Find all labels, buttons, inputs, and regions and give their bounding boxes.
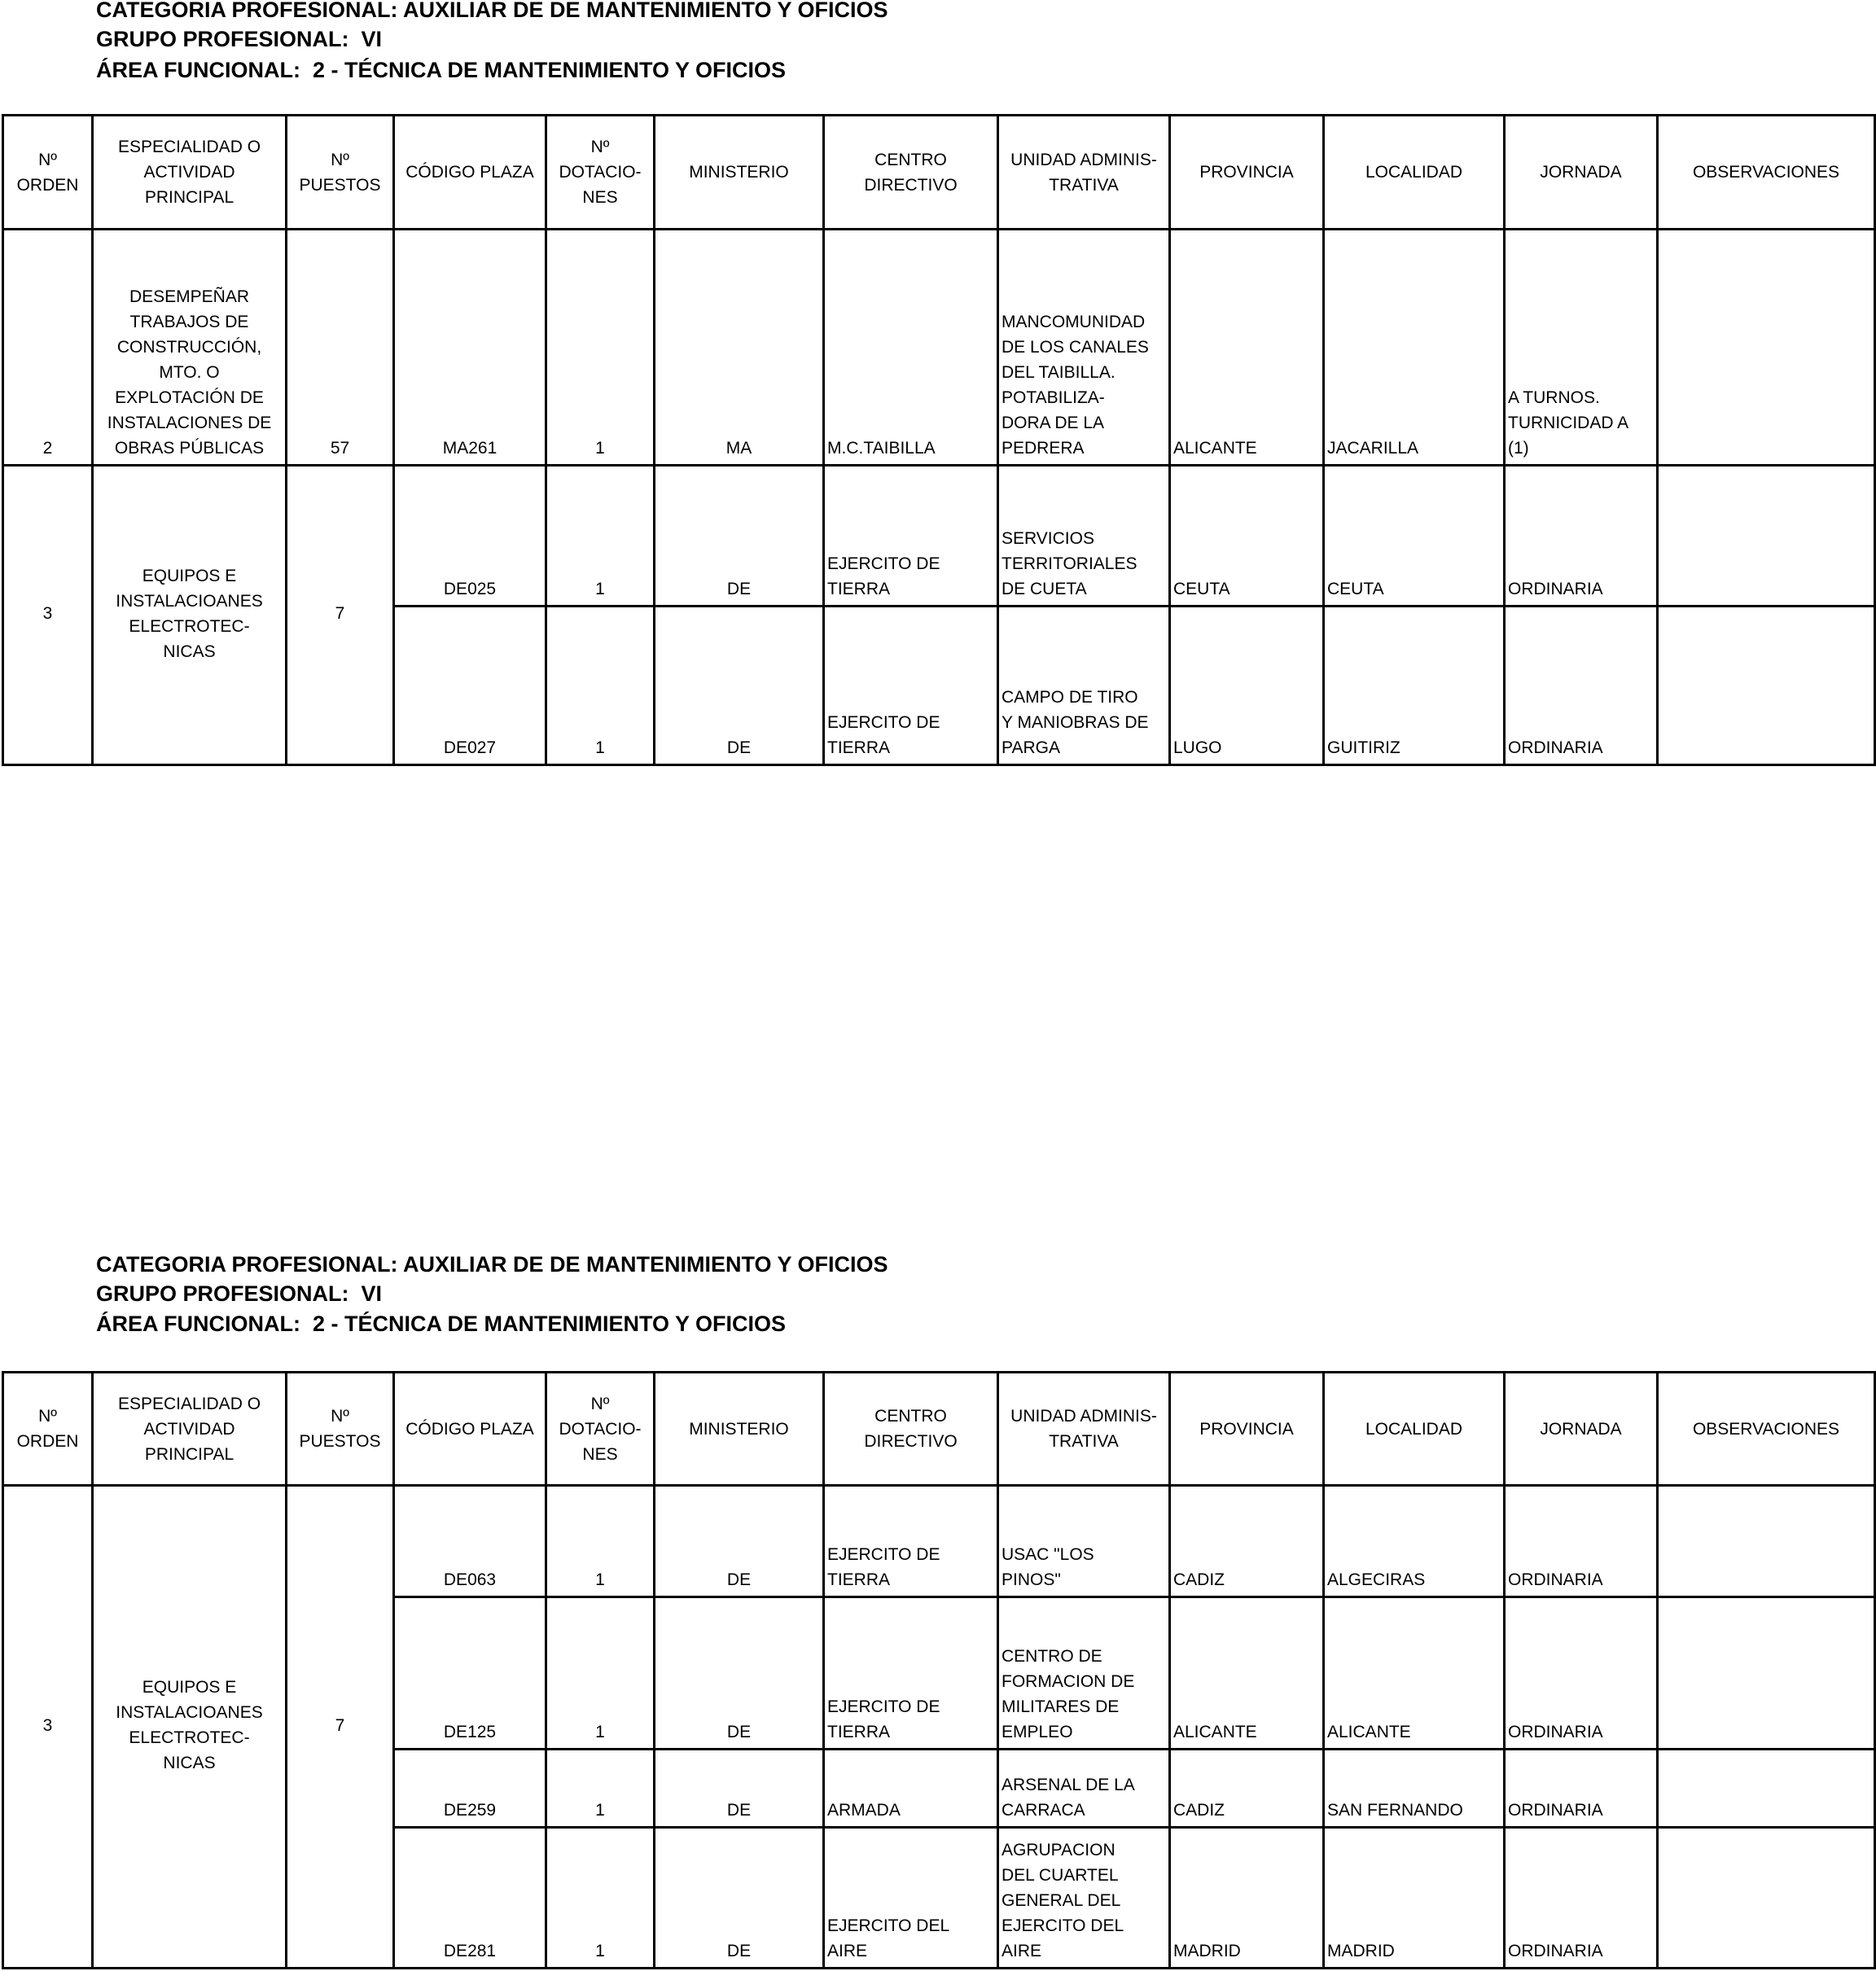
- table-row: [3, 230, 1875, 466]
- orden-cell: 3: [3, 466, 93, 765]
- plaza-codigo: DE125: [394, 1597, 546, 1750]
- plaza-unidad-administrativa: MANCOMUNIDAD DE LOS CANALES DEL TAIBILLA. POTABILIZA- DORA DE LA PEDRERA: [998, 230, 1170, 466]
- plaza-jornada: ORDINARIA: [1505, 466, 1658, 607]
- column-header: MINISTERIO: [655, 116, 824, 230]
- plaza-ministerio: DE: [655, 1828, 824, 1969]
- plaza-localidad: CEUTA: [1324, 466, 1505, 607]
- header-row: [3, 116, 1875, 230]
- column-header: PROVINCIA: [1170, 116, 1324, 230]
- column-header: CÓDIGO PLAZA: [394, 1373, 546, 1486]
- plaza-jornada: ORDINARIA: [1505, 1750, 1658, 1828]
- plaza-localidad: GUITIRIZ: [1324, 607, 1505, 765]
- column-header: OBSERVACIONES: [1658, 1373, 1875, 1486]
- plaza-unidad-administrativa: CAMPO DE TIRO Y MANIOBRAS DE PARGA: [998, 607, 1170, 765]
- plaza-codigo: DE063: [394, 1486, 546, 1597]
- column-header: Nº ORDEN: [3, 116, 93, 230]
- plaza-centro-directivo: EJERCITO DE TIERRA: [824, 1486, 998, 1597]
- header-row: [3, 1373, 1875, 1486]
- plaza-localidad: ALGECIRAS: [1324, 1486, 1505, 1597]
- plaza-localidad: SAN FERNANDO: [1324, 1750, 1505, 1828]
- column-header: Nº DOTACIO- NES: [546, 116, 655, 230]
- column-header: UNIDAD ADMINIS- TRATIVA: [998, 1373, 1170, 1486]
- plaza-ministerio: DE: [655, 1597, 824, 1750]
- plaza-provincia: ALICANTE: [1170, 1597, 1324, 1750]
- column-header: JORNADA: [1505, 1373, 1658, 1486]
- plaza-ministerio: DE: [655, 466, 824, 607]
- plaza-centro-directivo: EJERCITO DEL AIRE: [824, 1828, 998, 1969]
- plaza-centro-directivo: EJERCITO DE TIERRA: [824, 1597, 998, 1750]
- plaza-unidad-administrativa: USAC "LOS PINOS": [998, 1486, 1170, 1597]
- column-header: LOCALIDAD: [1324, 116, 1505, 230]
- plaza-codigo: DE259: [394, 1750, 546, 1828]
- grupo-heading-1: GRUPO PROFESIONAL: VI: [96, 27, 383, 51]
- plaza-codigo: MA261: [394, 230, 546, 466]
- area-heading-1: ÁREA FUNCIONAL: 2 - TÉCNICA DE MANTENIMIENTO Y OFICIOS: [96, 58, 787, 82]
- plaza-observaciones: [1658, 230, 1875, 466]
- plaza-jornada: ORDINARIA: [1505, 1828, 1658, 1969]
- plaza-unidad-administrativa: ARSENAL DE LA CARRACA: [998, 1750, 1170, 1828]
- plaza-dotaciones: 1: [546, 466, 655, 607]
- puestos-cell: 57: [287, 230, 394, 466]
- grupo-heading-2: GRUPO PROFESIONAL: VI: [96, 1281, 383, 1306]
- plaza-codigo: DE025: [394, 466, 546, 607]
- plaza-provincia: CADIZ: [1170, 1750, 1324, 1828]
- categoria-heading-1: CATEGORIA PROFESIONAL: AUXILIAR DE DE MANTENIMIENTO Y OFICIOS: [96, 0, 888, 22]
- column-header: CENTRO DIRECTIVO: [824, 1373, 998, 1486]
- plaza-dotaciones: 1: [546, 230, 655, 466]
- puestos-cell: 7: [287, 1486, 394, 1969]
- column-header: Nº DOTACIO- NES: [546, 1373, 655, 1486]
- especialidad-cell: EQUIPOS E INSTALACIOANES ELECTROTEC- NICAS: [93, 1486, 287, 1969]
- orden-cell: 3: [3, 1486, 93, 1969]
- plaza-dotaciones: 1: [546, 1750, 655, 1828]
- plazas-table-1: [2, 114, 1876, 766]
- plaza-ministerio: DE: [655, 1750, 824, 1828]
- plaza-provincia: ALICANTE: [1170, 230, 1324, 466]
- plaza-jornada: A TURNOS. TURNICIDAD A (1): [1505, 230, 1658, 466]
- column-header: OBSERVACIONES: [1658, 116, 1875, 230]
- plaza-provincia: CEUTA: [1170, 466, 1324, 607]
- plaza-unidad-administrativa: AGRUPACION DEL CUARTEL GENERAL DEL EJERCITO DEL AIRE: [998, 1828, 1170, 1969]
- plaza-observaciones: [1658, 607, 1875, 765]
- especialidad-cell: DESEMPEÑAR TRABAJOS DE CONSTRUCCIÓN, MTO. O EXPLOTACIÓN DE INSTALACIONES DE OBRAS PÚBLICAS: [93, 230, 287, 466]
- plaza-observaciones: [1658, 1828, 1875, 1969]
- plaza-localidad: JACARILLA: [1324, 230, 1505, 466]
- plaza-localidad: ALICANTE: [1324, 1597, 1505, 1750]
- plaza-jornada: ORDINARIA: [1505, 1597, 1658, 1750]
- column-header: MINISTERIO: [655, 1373, 824, 1486]
- categoria-heading-2: CATEGORIA PROFESIONAL: AUXILIAR DE DE MANTENIMIENTO Y OFICIOS: [96, 1252, 888, 1277]
- plaza-localidad: MADRID: [1324, 1828, 1505, 1969]
- column-header: JORNADA: [1505, 116, 1658, 230]
- plaza-provincia: CADIZ: [1170, 1486, 1324, 1597]
- plaza-centro-directivo: ARMADA: [824, 1750, 998, 1828]
- plaza-centro-directivo: EJERCITO DE TIERRA: [824, 607, 998, 765]
- plaza-centro-directivo: EJERCITO DE TIERRA: [824, 466, 998, 607]
- plaza-dotaciones: 1: [546, 1486, 655, 1597]
- puestos-cell: 7: [287, 466, 394, 765]
- table-row: [3, 1486, 1875, 1597]
- plaza-centro-directivo: M.C.TAIBILLA: [824, 230, 998, 466]
- plaza-ministerio: DE: [655, 607, 824, 765]
- plaza-codigo: DE027: [394, 607, 546, 765]
- plazas-table-2: [2, 1371, 1876, 1969]
- plaza-dotaciones: 1: [546, 1828, 655, 1969]
- column-header: Nº ORDEN: [3, 1373, 93, 1486]
- column-header: PROVINCIA: [1170, 1373, 1324, 1486]
- table-row: [3, 466, 1875, 607]
- plaza-observaciones: [1658, 466, 1875, 607]
- column-header: Nº PUESTOS: [287, 1373, 394, 1486]
- plaza-observaciones: [1658, 1750, 1875, 1828]
- especialidad-cell: EQUIPOS E INSTALACIOANES ELECTROTEC- NICAS: [93, 466, 287, 765]
- plaza-observaciones: [1658, 1486, 1875, 1597]
- plaza-dotaciones: 1: [546, 607, 655, 765]
- plaza-provincia: LUGO: [1170, 607, 1324, 765]
- orden-cell: 2: [3, 230, 93, 466]
- column-header: ESPECIALIDAD O ACTIVIDAD PRINCIPAL: [93, 1373, 287, 1486]
- column-header: CENTRO DIRECTIVO: [824, 116, 998, 230]
- plaza-provincia: MADRID: [1170, 1828, 1324, 1969]
- column-header: Nº PUESTOS: [287, 116, 394, 230]
- area-heading-2: ÁREA FUNCIONAL: 2 - TÉCNICA DE MANTENIMIENTO Y OFICIOS: [96, 1312, 787, 1336]
- plaza-ministerio: DE: [655, 1486, 824, 1597]
- plaza-jornada: ORDINARIA: [1505, 607, 1658, 765]
- plaza-jornada: ORDINARIA: [1505, 1486, 1658, 1597]
- plaza-dotaciones: 1: [546, 1597, 655, 1750]
- plaza-unidad-administrativa: SERVICIOS TERRITORIALES DE CUETA: [998, 466, 1170, 607]
- column-header: LOCALIDAD: [1324, 1373, 1505, 1486]
- column-header: UNIDAD ADMINIS- TRATIVA: [998, 116, 1170, 230]
- plaza-unidad-administrativa: CENTRO DE FORMACION DE MILITARES DE EMPLEO: [998, 1597, 1170, 1750]
- plaza-observaciones: [1658, 1597, 1875, 1750]
- plaza-codigo: DE281: [394, 1828, 546, 1969]
- column-header: CÓDIGO PLAZA: [394, 116, 546, 230]
- column-header: ESPECIALIDAD O ACTIVIDAD PRINCIPAL: [93, 116, 287, 230]
- plaza-ministerio: MA: [655, 230, 824, 466]
